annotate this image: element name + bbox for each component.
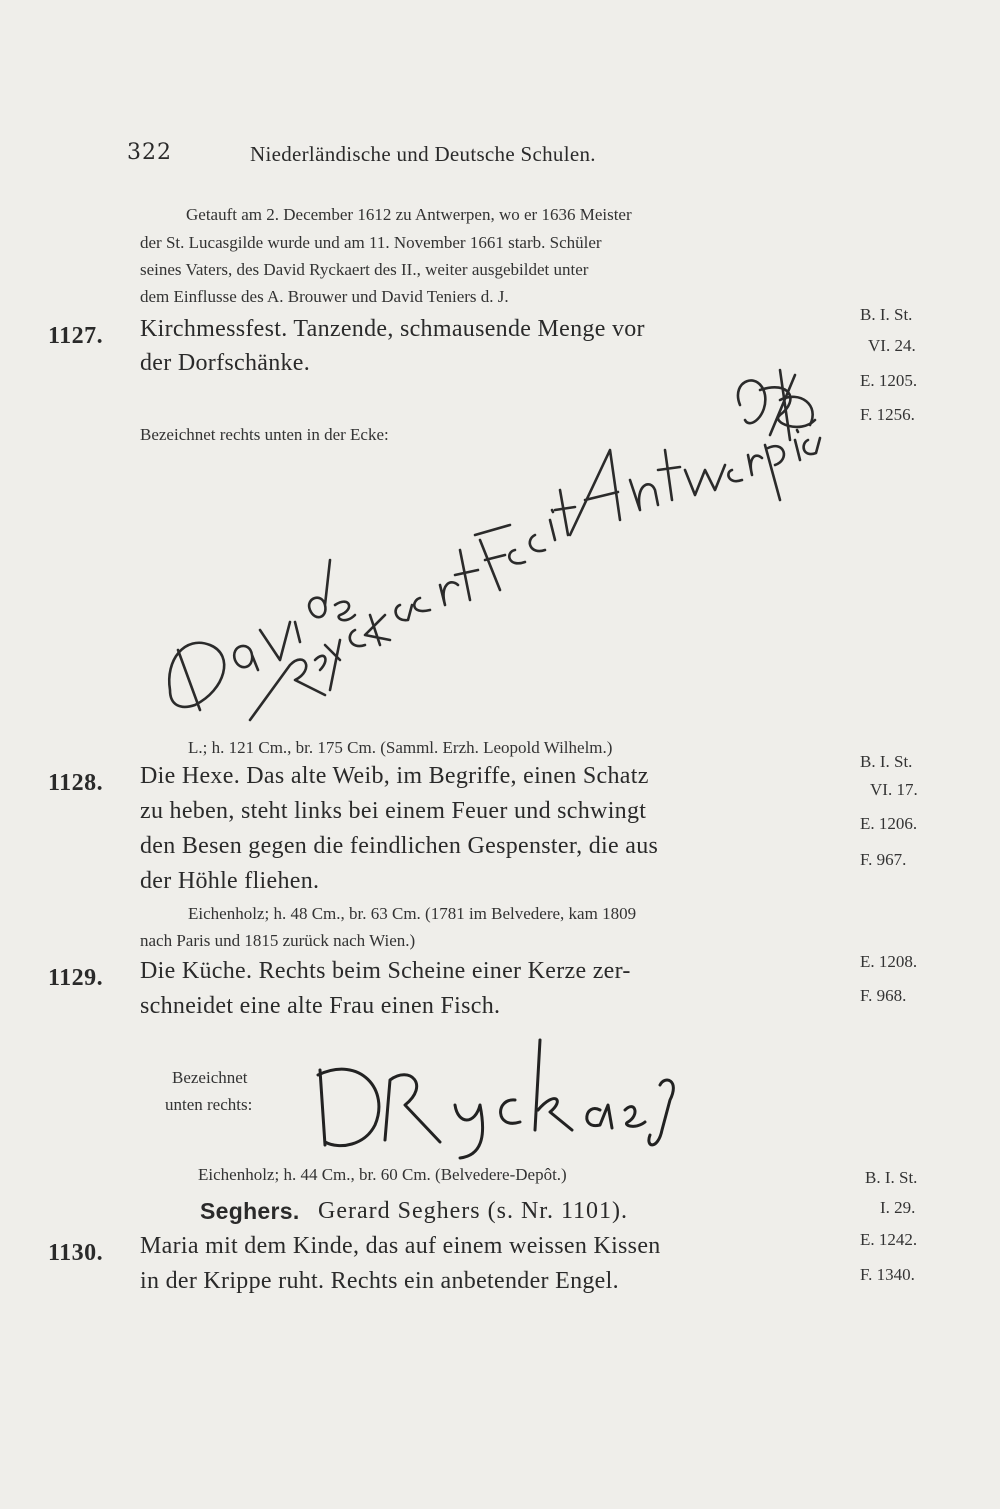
artist-heading: Seghers. <box>200 1198 300 1224</box>
catalog-ref: VI. 24. <box>868 336 916 355</box>
catalog-ref: I. 29. <box>880 1198 916 1217</box>
signature-note: Bezeichnet <box>172 1068 248 1087</box>
entry-text: Kirchmessfest. Tanzende, schmausende Menge vor <box>140 316 645 342</box>
catalog-ref: F. 1340. <box>860 1265 915 1284</box>
catalog-ref: B. I. St. <box>860 752 913 771</box>
entry-text: Die Küche. Rechts beim Scheine einer Kerze zer- <box>140 958 631 984</box>
artist-full-name: Gerard Seghers (s. Nr. 1101). <box>318 1198 629 1224</box>
entry-number: 1129. <box>48 965 104 991</box>
entry-text: der Höhle fliehen. <box>140 868 320 894</box>
catalog-ref: E. 1208. <box>860 952 918 971</box>
bio-line: dem Einflusse des A. Brouwer und David Teniers d. J. <box>140 287 509 306</box>
entry-details: nach Paris und 1815 zurück nach Wien.) <box>140 931 416 950</box>
entry-text: Die Hexe. Das alte Weib, im Begriffe, einen Schatz <box>140 763 649 789</box>
signature-dryckaert <box>290 1030 690 1160</box>
signature-davide-ryckaert <box>140 360 840 740</box>
bio-line: seines Vaters, des David Ryckaert des II., weiter ausgebildet unter <box>140 260 589 279</box>
entry-text: den Besen gegen die feindlichen Gespenster, die aus <box>140 833 659 859</box>
entry-text: in der Krippe ruht. Rechts ein anbetender Engel. <box>140 1268 619 1294</box>
entry-details: L.; h. 121 Cm., br. 175 Cm. (Samml. Erzh. Leopold Wilhelm.) <box>188 738 613 757</box>
entry-number: 1128. <box>48 770 104 796</box>
catalog-ref: E. 1206. <box>860 814 918 833</box>
catalog-ref: E. 1242. <box>860 1230 918 1249</box>
signature-note: Bezeichnet rechts unten in der Ecke: <box>140 425 389 444</box>
entry-text: Maria mit dem Kinde, das auf einem weissen Kissen <box>140 1233 661 1259</box>
catalog-ref: F. 967. <box>860 850 907 869</box>
catalog-ref: E. 1205. <box>860 371 918 390</box>
entry-number: 1127. <box>48 323 104 349</box>
running-title: Niederländische und Deutsche Schulen. <box>250 142 596 166</box>
entry-text: zu heben, steht links bei einem Feuer und schwingt <box>140 798 647 824</box>
page-number: 322 <box>127 140 172 165</box>
signature-note: unten rechts: <box>165 1095 253 1114</box>
entry-text: schneidet eine alte Frau einen Fisch. <box>140 993 501 1019</box>
catalog-ref: B. I. St. <box>860 305 913 324</box>
entry-number: 1130. <box>48 1240 104 1266</box>
catalog-ref: F. 1256. <box>860 405 915 424</box>
entry-details: Eichenholz; h. 48 Cm., br. 63 Cm. (1781 im Belvedere, kam 1809 <box>188 904 637 923</box>
catalog-ref: F. 968. <box>860 986 907 1005</box>
catalog-ref: B. I. St. <box>865 1168 918 1187</box>
bio-line: Getauft am 2. December 1612 zu Antwerpen, wo er 1636 Meister <box>186 205 632 224</box>
catalog-ref: VI. 17. <box>870 780 918 799</box>
entry-details: Eichenholz; h. 44 Cm., br. 60 Cm. (Belvedere-Depôt.) <box>198 1165 567 1184</box>
entry-text: der Dorfschänke. <box>140 350 311 376</box>
bio-line: der St. Lucasgilde wurde und am 11. November 1661 starb. Schüler <box>140 233 602 252</box>
